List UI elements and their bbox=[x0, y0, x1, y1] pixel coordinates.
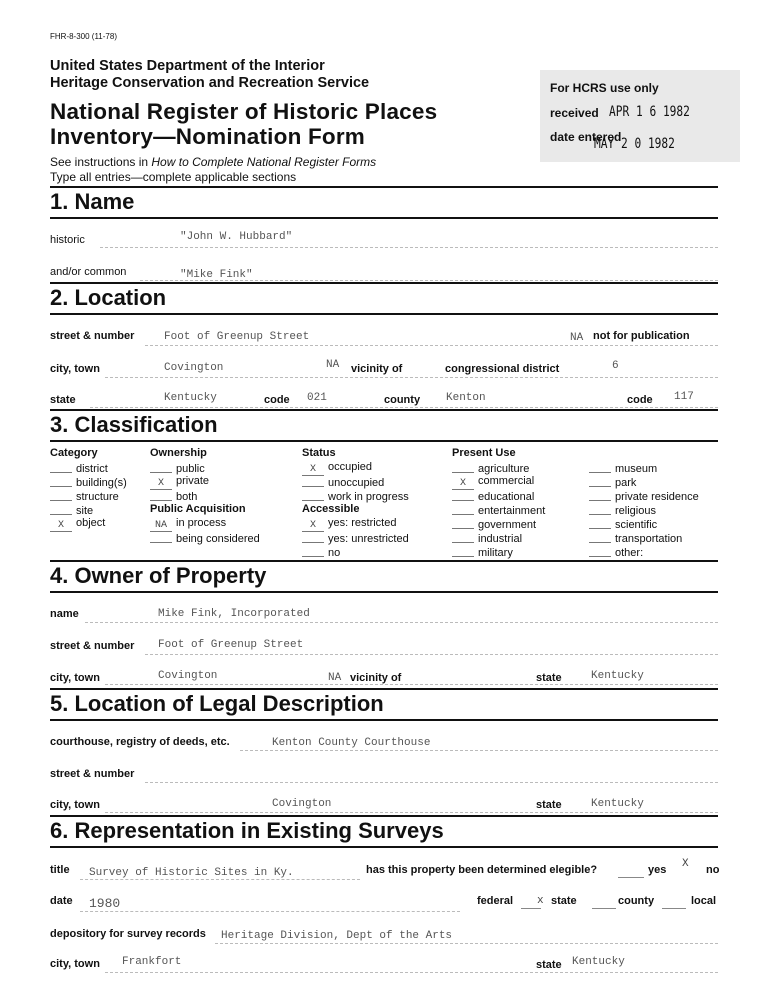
state-label: state bbox=[50, 394, 76, 406]
survey-date-label: date bbox=[50, 895, 73, 907]
present-use-checkbox bbox=[589, 489, 611, 501]
present-use-checkbox bbox=[589, 531, 611, 543]
ownership-option-label: private bbox=[176, 475, 210, 487]
instructions-line-1 bbox=[50, 155, 376, 169]
code2-value: 117 bbox=[674, 391, 694, 403]
no-mark: X bbox=[682, 858, 689, 870]
county-label: county bbox=[384, 394, 421, 406]
present-use-option-label: industrial bbox=[478, 533, 523, 545]
no-label: no bbox=[706, 864, 720, 876]
present-use-option-label: transportation bbox=[615, 533, 683, 545]
survey-state-value: Kentucky bbox=[572, 956, 625, 968]
date-entered-label: date entered bbox=[550, 130, 622, 144]
code-label: code bbox=[264, 394, 290, 406]
status-option-label: unoccupied bbox=[328, 477, 385, 489]
status-option bbox=[302, 489, 409, 503]
status-checkbox bbox=[302, 489, 324, 501]
acquisition-option bbox=[150, 531, 260, 545]
county-level-label: county bbox=[618, 895, 655, 907]
survey-state-label: state bbox=[536, 959, 562, 971]
owner-street-label: street & number bbox=[50, 640, 135, 652]
section-rule bbox=[50, 217, 718, 219]
accessible-option-label: no bbox=[328, 547, 341, 559]
local-level-label: local bbox=[691, 895, 717, 907]
agency-name: United States Department of the Interior bbox=[50, 58, 325, 74]
present-use-checkbox bbox=[452, 461, 474, 473]
present-use-option-label: agriculture bbox=[478, 463, 530, 475]
fill-line bbox=[105, 377, 718, 378]
acquisition-checkbox: NA bbox=[150, 520, 172, 532]
section-rule bbox=[50, 440, 718, 442]
ownership-option bbox=[150, 475, 209, 490]
category-option bbox=[50, 489, 119, 503]
section-rule bbox=[50, 282, 718, 284]
fill-line bbox=[80, 879, 360, 880]
category-checkbox bbox=[50, 503, 72, 515]
category-option-label: site bbox=[76, 505, 94, 517]
ownership-checkbox bbox=[150, 489, 172, 501]
present-use-option bbox=[452, 517, 536, 531]
category-option-label: structure bbox=[76, 491, 119, 503]
legal-state-value: Kentucky bbox=[591, 798, 644, 810]
present-use-option-label: scientific bbox=[615, 519, 658, 531]
ownership-option-label: public bbox=[176, 463, 205, 475]
survey-date-value: 1980 bbox=[89, 896, 121, 911]
yes-label: yes bbox=[648, 864, 667, 876]
present-use-option-label: park bbox=[615, 477, 637, 489]
present-use-option-label: religious bbox=[615, 505, 656, 517]
legal-city-value: Covington bbox=[272, 798, 332, 810]
section-rule bbox=[50, 815, 718, 817]
owner-street-value: Foot of Greenup Street bbox=[158, 639, 304, 651]
instructions-reference: How to Complete National Register Forms bbox=[151, 155, 377, 169]
fill-line bbox=[100, 247, 718, 248]
fill-line bbox=[140, 280, 718, 281]
present-use-option-label: commercial bbox=[478, 475, 535, 487]
historic-label: historic bbox=[50, 234, 85, 246]
present-use-checkbox bbox=[589, 503, 611, 515]
status-checkbox: X bbox=[302, 464, 324, 476]
county-blank bbox=[592, 908, 616, 909]
present-use-option bbox=[589, 517, 657, 531]
category-option bbox=[50, 517, 105, 532]
ownership-checkbox bbox=[150, 461, 172, 473]
present-use-checkbox bbox=[589, 475, 611, 487]
instructions-prefix: See instructions in bbox=[50, 155, 152, 169]
present-use-option-label: entertainment bbox=[478, 505, 546, 517]
fill-line bbox=[90, 407, 718, 408]
present-use-checkbox: X bbox=[452, 478, 474, 490]
federal-label: federal bbox=[477, 895, 514, 907]
present-use-option-label: military bbox=[478, 547, 513, 559]
courthouse-value: Kenton County Courthouse bbox=[272, 737, 431, 749]
present-use-checkbox bbox=[589, 517, 611, 529]
vicinity-label: vicinity of bbox=[351, 363, 403, 375]
accessible-option bbox=[302, 517, 396, 532]
form-title: National Register of Historic Places bbox=[50, 99, 438, 124]
present-use-option bbox=[589, 461, 657, 475]
present-use-option-label: museum bbox=[615, 463, 658, 475]
status-option-label: work in progress bbox=[328, 491, 409, 503]
category-checkbox: X bbox=[50, 520, 72, 532]
present-use-option bbox=[589, 531, 682, 545]
present-use-option bbox=[452, 531, 522, 545]
city-town-label: city, town bbox=[50, 363, 100, 375]
category-option bbox=[50, 461, 108, 475]
form-code: FHR-8-300 (11-78) bbox=[50, 32, 117, 41]
present-use-option bbox=[452, 475, 534, 490]
category-option-label: object bbox=[76, 517, 106, 529]
code-value: 021 bbox=[307, 392, 327, 404]
section-2-heading: 2. Location bbox=[50, 285, 167, 310]
present-use-checkbox bbox=[452, 545, 474, 557]
fill-line bbox=[105, 812, 718, 813]
city-town-value: Covington bbox=[164, 362, 224, 374]
present-use-checkbox bbox=[452, 489, 474, 501]
state-blank bbox=[521, 908, 541, 909]
owner-state-label: state bbox=[536, 672, 562, 684]
present-use-option bbox=[452, 503, 545, 517]
present-use-option bbox=[589, 545, 643, 559]
ownership-option bbox=[150, 461, 205, 475]
received-stamp: APR 1 6 1982 bbox=[609, 104, 690, 120]
section-rule bbox=[50, 409, 718, 411]
state-value: Kentucky bbox=[164, 392, 217, 404]
category-checkbox bbox=[50, 461, 72, 473]
fill-line bbox=[240, 750, 718, 751]
section-rule bbox=[50, 688, 718, 690]
status-option-label: occupied bbox=[328, 461, 373, 473]
owner-name-label: name bbox=[50, 608, 79, 620]
legal-city-label: city, town bbox=[50, 799, 100, 811]
accessible-option bbox=[302, 531, 409, 545]
survey-city-value: Frankfort bbox=[122, 956, 182, 968]
status-option bbox=[302, 461, 372, 476]
present-use-checkbox bbox=[452, 531, 474, 543]
acquisition-checkbox bbox=[150, 531, 172, 543]
category-option bbox=[50, 475, 127, 489]
present-use-option bbox=[589, 475, 636, 489]
present-use-option-label: educational bbox=[478, 491, 535, 503]
not-for-publication-value: NA bbox=[570, 332, 584, 344]
hcrs-title: For HCRS use only bbox=[550, 81, 659, 95]
present-use-option bbox=[452, 489, 534, 503]
code2-label: code bbox=[627, 394, 653, 406]
accessible-option-label: yes: restricted bbox=[328, 517, 397, 529]
form-subtitle: Inventory—Nomination Form bbox=[50, 124, 366, 149]
fill-line bbox=[215, 943, 718, 944]
section-4-heading: 4. Owner of Property bbox=[50, 563, 267, 588]
common-label: and/or common bbox=[50, 266, 127, 278]
county-value: Kenton bbox=[446, 392, 486, 404]
public-acquisition-heading: Public Acquisition bbox=[150, 503, 246, 515]
accessible-checkbox bbox=[302, 545, 324, 557]
present-use-heading: Present Use bbox=[452, 447, 516, 459]
congressional-district-value: 6 bbox=[612, 360, 619, 372]
present-use-checkbox bbox=[589, 545, 611, 557]
legal-street-label: street & number bbox=[50, 768, 135, 780]
category-heading: Category bbox=[50, 447, 98, 459]
ownership-checkbox: X bbox=[150, 478, 172, 490]
fill-line bbox=[105, 684, 718, 685]
category-option-label: district bbox=[76, 463, 108, 475]
fill-line bbox=[145, 345, 718, 346]
local-blank bbox=[662, 908, 686, 909]
depository-label: depository for survey records bbox=[50, 928, 206, 940]
ownership-heading: Ownership bbox=[150, 447, 207, 459]
street-number-label: street & number bbox=[50, 330, 135, 342]
depository-value: Heritage Division, Dept of the Arts bbox=[221, 930, 453, 942]
status-option bbox=[302, 475, 384, 489]
status-heading: Status bbox=[302, 447, 336, 459]
present-use-checkbox bbox=[452, 503, 474, 515]
state-mark: x bbox=[537, 895, 544, 907]
section-3-heading: 3. Classification bbox=[50, 412, 218, 437]
category-option-label: building(s) bbox=[76, 477, 127, 489]
historic-value: "John W. Hubbard" bbox=[180, 231, 293, 243]
section-rule bbox=[50, 560, 718, 562]
owner-name-value: Mike Fink, Incorporated bbox=[158, 608, 310, 620]
acquisition-option-label: in process bbox=[176, 517, 227, 529]
congressional-district-label: congressional district bbox=[445, 363, 560, 375]
accessible-checkbox: X bbox=[302, 520, 324, 532]
present-use-option bbox=[589, 503, 656, 517]
section-rule bbox=[50, 591, 718, 593]
street-number-value: Foot of Greenup Street bbox=[164, 331, 310, 343]
common-value: "Mike Fink" bbox=[180, 269, 253, 281]
category-checkbox bbox=[50, 475, 72, 487]
present-use-option bbox=[589, 489, 699, 503]
ownership-option-label: both bbox=[176, 491, 198, 503]
accessible-checkbox bbox=[302, 531, 324, 543]
yes-blank bbox=[618, 877, 644, 878]
fill-line bbox=[145, 782, 718, 783]
present-use-option-label: private residence bbox=[615, 491, 699, 503]
owner-city-label: city, town bbox=[50, 672, 100, 684]
present-use-option bbox=[452, 545, 513, 559]
section-rule bbox=[50, 313, 718, 315]
survey-title-label: title bbox=[50, 864, 70, 876]
category-option bbox=[50, 503, 93, 517]
accessible-option bbox=[302, 545, 340, 559]
survey-city-label: city, town bbox=[50, 958, 100, 970]
present-use-checkbox bbox=[452, 517, 474, 529]
not-for-publication-label: not for publication bbox=[593, 330, 690, 342]
ownership-option bbox=[150, 489, 197, 503]
status-checkbox bbox=[302, 475, 324, 487]
survey-title-value: Survey of Historic Sites in Ky. bbox=[89, 867, 294, 879]
section-rule bbox=[50, 186, 718, 188]
legal-state-label: state bbox=[536, 799, 562, 811]
section-rule bbox=[50, 846, 718, 848]
present-use-option-label: other: bbox=[615, 547, 644, 559]
present-use-checkbox bbox=[589, 461, 611, 473]
owner-vicinity-value: NA bbox=[328, 672, 342, 684]
acquisition-option bbox=[150, 517, 226, 532]
owner-city-value: Covington bbox=[158, 670, 218, 682]
accessible-heading: Accessible bbox=[302, 503, 360, 515]
service-name: Heritage Conservation and Recreation Service bbox=[50, 75, 370, 91]
section-1-heading: 1. Name bbox=[50, 189, 135, 214]
acquisition-option-label: being considered bbox=[176, 533, 260, 545]
category-checkbox bbox=[50, 489, 72, 501]
fill-line bbox=[145, 654, 718, 655]
date-entered-stamp: MAY 2 0 1982 bbox=[594, 136, 675, 152]
accessible-option-label: yes: unrestricted bbox=[328, 533, 409, 545]
present-use-option bbox=[452, 461, 529, 475]
section-5-heading: 5. Location of Legal Description bbox=[50, 691, 384, 716]
vicinity-value: NA bbox=[326, 359, 340, 371]
fill-line bbox=[105, 972, 718, 973]
determined-eligible-label: has this property been determined elegible? bbox=[366, 864, 598, 876]
section-6-heading: 6. Representation in Existing Surveys bbox=[50, 818, 444, 843]
owner-vicinity-label: vicinity of bbox=[350, 672, 402, 684]
state-level-label: state bbox=[551, 895, 577, 907]
received-label: received bbox=[550, 106, 599, 120]
instructions-line-2: Type all entries—complete applicable sections bbox=[50, 170, 297, 184]
courthouse-label: courthouse, registry of deeds, etc. bbox=[50, 736, 230, 748]
present-use-option-label: government bbox=[478, 519, 537, 531]
fill-line bbox=[80, 911, 460, 912]
fill-line bbox=[85, 622, 718, 623]
owner-state-value: Kentucky bbox=[591, 670, 644, 682]
section-rule bbox=[50, 719, 718, 721]
